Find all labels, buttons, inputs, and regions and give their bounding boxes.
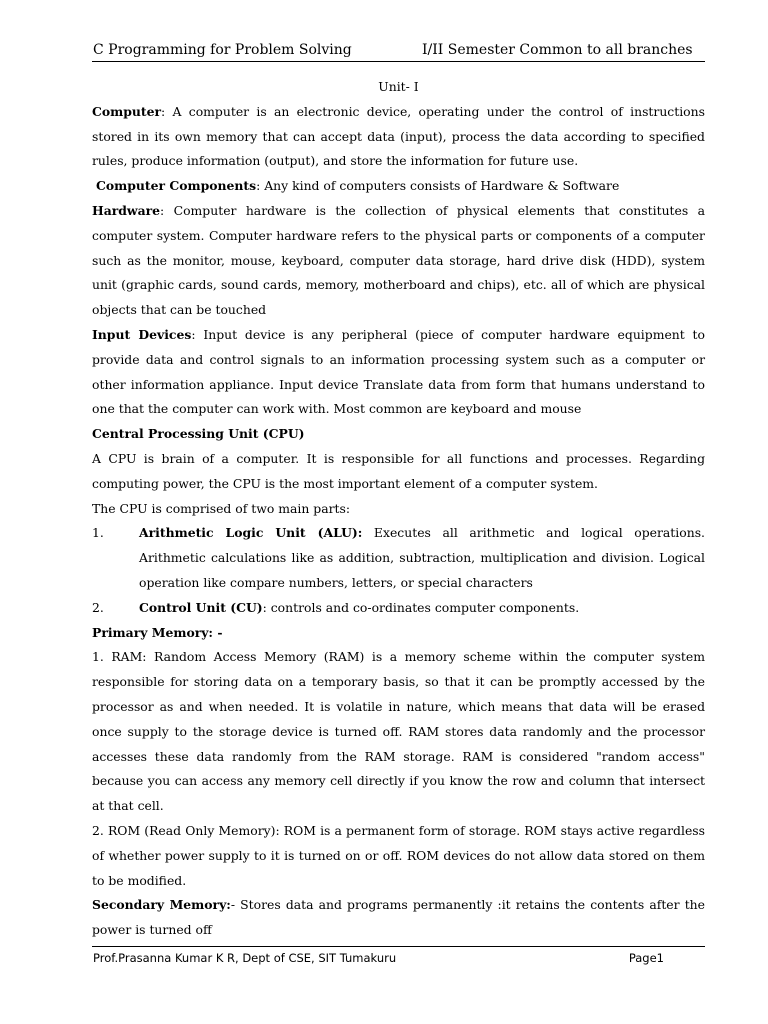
hardware-text: : Computer hardware is the collection of physical elements that constitutes a computer system. Computer hardware refers to the physical parts or components of a computer such as the monitor, mouse, keyboard, computer data storage, hard drive disk (HDD), system unit (graphic cards, sound cards, memory, motherboard and chips), etc. all of which are physical objects that can be touched <box>92 202 705 318</box>
cpu-parts-intro: The CPU is comprised of two main parts: <box>92 500 351 516</box>
document-body <box>92 75 705 943</box>
cu-term: Control Unit (CU) <box>139 599 263 615</box>
page-number: Page1 <box>628 951 664 965</box>
list-number: 1. <box>92 525 104 541</box>
components-text: : Any kind of computers consists of Hardware & Software <box>256 178 620 194</box>
input-devices-term: Input Devices <box>92 326 192 342</box>
secondary-memory-text: - Stores data and programs permanently :it retains the contents after the power is turned off <box>92 897 705 938</box>
computer-term: Computer <box>92 103 162 119</box>
primary-memory-heading: Primary Memory: - <box>92 624 223 640</box>
list-item <box>92 521 705 595</box>
secondary-memory-term: Secondary Memory: <box>92 897 231 913</box>
author-credit: Prof.Prasanna Kumar K R, Dept of CSE, SIT Tumakuru <box>93 951 397 965</box>
semester-info: I/II Semester Common to all branches <box>422 42 693 58</box>
list-number: 2. <box>92 599 104 615</box>
input-devices-paragraph <box>92 323 705 422</box>
components-paragraph <box>92 174 705 199</box>
computer-paragraph <box>92 100 705 174</box>
ram-paragraph: 1. RAM: Random Access Memory (RAM) is a memory scheme within the computer system responsible for storing data on a temporary basis, so that it can be promptly accessed by the processor as and when needed. It is volatile in nature, which means that data will be erased once supply to the storage device is turned off. RAM stores data randomly and the processor accesses these data randomly from the RAM storage. RAM is considered "random access" because you can access any memory cell directly if you know the row and column that intersect at that cell. <box>92 649 705 814</box>
list-item <box>92 596 705 621</box>
secondary-memory-paragraph <box>92 893 705 943</box>
alu-term: Arithmetic Logic Unit (ALU): <box>139 525 363 541</box>
page-header <box>92 40 705 62</box>
computer-text: : A computer is an electronic device, operating under the control of instructions stored in its own memory that can accept data (input), process the data according to specified rules, produce information (output), and store the information for future use. <box>92 103 705 169</box>
components-term: Computer Components <box>96 178 257 194</box>
cpu-heading: Central Processing Unit (CPU) <box>92 426 305 442</box>
hardware-paragraph <box>92 199 705 323</box>
alu-text: Executes all arithmetic and logical operations. Arithmetic calculations like as addition, subtraction, multiplication and division. Logical operation like compare numbers, letters, or special characters <box>139 525 705 590</box>
cpu-intro: A CPU is brain of a computer. It is responsible for all functions and processes. Regarding computing power, the CPU is the most important element of a computer system. <box>92 450 705 491</box>
input-devices-text: : Input device is any peripheral (piece of computer hardware equipment to provide data and control signals to an information processing system such as a computer or other information appliance. Input device Translate data from form that humans understand to one that the computer can work with. Most common are keyboard and mouse <box>92 326 705 417</box>
hardware-term: Hardware <box>92 202 161 218</box>
course-title: C Programming for Problem Solving <box>93 42 352 58</box>
rom-paragraph: 2. ROM (Read Only Memory): ROM is a permanent form of storage. ROM stays active regardless of whether power supply to it is turned on or off. ROM devices do not allow data stored on them to be modified. <box>92 822 705 888</box>
unit-title: Unit- I <box>378 79 419 94</box>
cu-text: : controls and co-ordinates computer components. <box>262 599 580 615</box>
page-footer <box>92 946 705 965</box>
